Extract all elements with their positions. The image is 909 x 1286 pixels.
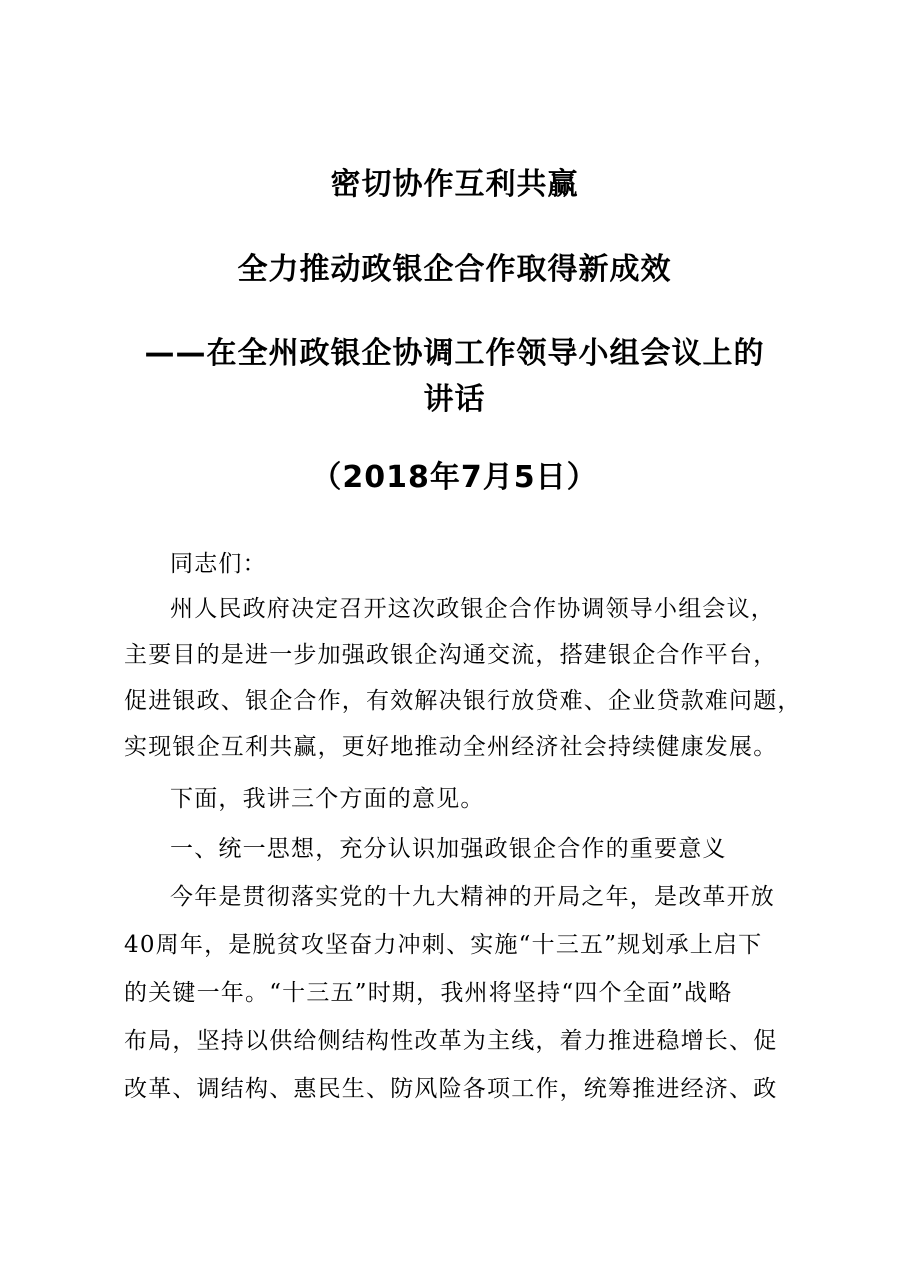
body-line: 主要目的是进一步加强政银企沟通交流，搭建银企合作平台，: [124, 642, 778, 668]
body-line: 40周年，是脱贫攻坚奋力冲刺、实施“十三五”规划承上启下: [124, 932, 763, 958]
title-line-1: 密切协作互利共赢: [330, 167, 579, 202]
subtitle-line-1: ——在全州政银企协调工作领导小组会议上的: [144, 336, 765, 371]
body-line: 布局，坚持以供给侧结构性改革为主线，着力推进稳增长、促: [124, 1028, 778, 1054]
salutation: 同志们：: [170, 551, 267, 577]
body-line: 的关键一年。“十三五”时期，我州将坚持“四个全面”战略: [124, 980, 733, 1006]
body-line: 改革、调结构、惠民生、防风险各项工作，统筹推进经济、政: [124, 1076, 778, 1102]
speech-date: （2018年7月5日）: [311, 460, 598, 495]
body-line: 实现银企互利共赢，更好地推动全州经济社会持续健康发展。: [124, 734, 778, 760]
body-line: 下面，我讲三个方面的意见。: [170, 786, 485, 812]
body-line: 今年是贯彻落实党的十九大精神的开局之年，是改革开放: [170, 884, 775, 910]
body-line: 促进银政、银企合作，有效解决银行放贷难、企业贷款难问题，: [124, 688, 802, 714]
title-line-2: 全力推动政银企合作取得新成效: [237, 252, 672, 287]
section-heading: 一、统一思想，充分认识加强政银企合作的重要意义: [170, 836, 727, 862]
body-line: 州人民政府决定召开这次政银企合作协调领导小组会议，: [170, 596, 775, 622]
subtitle-line-2: 讲话: [423, 382, 486, 417]
